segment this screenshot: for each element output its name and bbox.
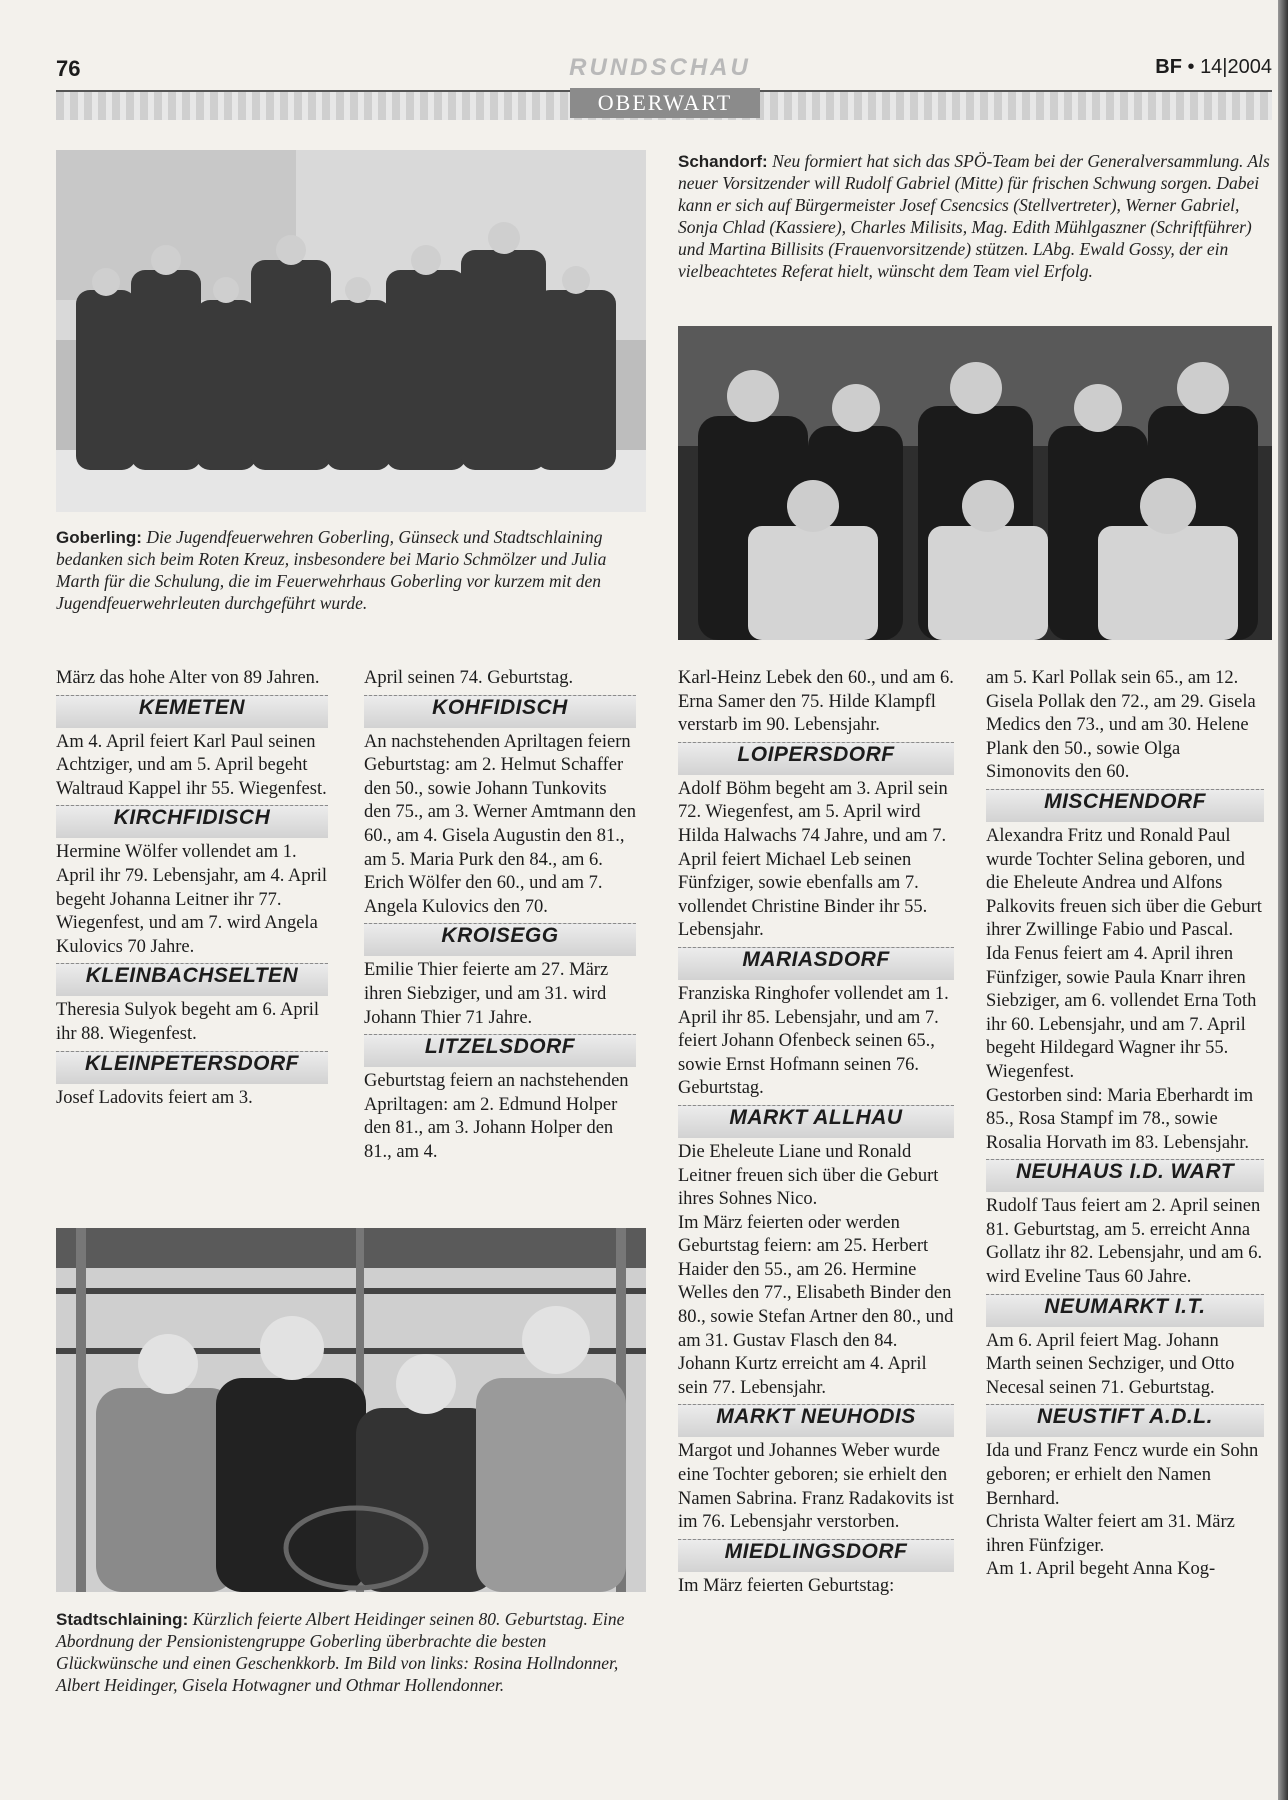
page-number: 76 [56,56,81,81]
text-neustift-3: Am 1. April begeht Anna Kog- [986,1559,1216,1580]
text-loipersdorf: Adolf Böhm begeht am 3. April sein 72. Wiegenfest, am 5. April wird Hilda Halwachs 74 Jahre, und am 7. April feiert Michael Leb seinen Fünfziger, sowie ebenfalls am 7. vollendet Christine Binder ihr 55. Lebensjahr. [678,778,948,941]
heading-neumarkt: NEUMARKT I.T. [986,1294,1264,1327]
heading-neustift: NEUSTIFT A.D.L. [986,1404,1264,1437]
caption-goberling-lead: Goberling: [56,528,142,547]
text-kirchfidisch: Hermine Wölfer vollendet am 1. April ihr 79. Lebensjahr, am 4. April begeht Johanna Leitner ihr 77. Wiegenfest, und am 7. wird Angela Kulovics 70 Jahre. [56,842,328,957]
heading-kleinpetersdorf: KLEINPETERSDORF [56,1051,328,1084]
text-mischendorf: Alexandra Fritz und Ronald Paul wurde Tochter Selina geboren, und die Eheleute Andrea und Alfons Palkovits freuen sich über die Geburt ihrer Zwillinge Fabio und Pascal. [986,825,1262,941]
heading-kroisegg: KROISEGG [364,923,636,956]
section-label: OBERWART [570,88,760,118]
column-3 [678,667,954,1598]
column-2-intro: April seinen 74. Geburtstag. [364,668,574,688]
issue-brand: BF [1155,56,1182,78]
text-neustift: Ida und Franz Fencz wurde ein Sohn geboren; er erhielt den Namen Bernhard. [986,1441,1259,1509]
text-markt-neuhodis: Margot und Johannes Weber wurde eine Tochter geboren; sie erhielt den Namen Sabrina. Franz Radakovits ist im 76. Lebensjahr verstorben. [678,1441,954,1533]
text-kroisegg: Emilie Thier feierte am 27. März ihren Siebziger, und am 31. wird Johann Thier 71 Jahre. [364,960,609,1028]
text-mischendorf-2: Ida Fenus feiert am 4. April ihren Fünfziger, sowie Paula Knarr ihren Siebziger, am 6. vollendet Erna Toth ihr 60. Lebensjahr, und am 7. April begeht Hildegard Wagner ihr 55. Wiegenfest. [986,943,1257,1082]
text-neuhaus: Rudolf Taus feiert am 2. April seinen 81. Geburtstag, am 5. erreicht Anna Gollatz ihr 82. Lebensjahr, und am 6. wird Eveline Taus 60 Jahre. [986,1196,1263,1288]
column-1 [56,667,328,1110]
caption-stadtschlaining-lead: Stadtschlaining: [56,1610,189,1629]
text-mischendorf-3: Gestorben sind: Maria Eberhardt im 85., Rosa Stampf im 78., sowie Rosalia Horvath im 83. Lebensjahr. [986,1085,1254,1153]
text-mariasdorf: Franziska Ringhofer vollendet am 1. April ihr 85. Lebensjahr, und am 7. feiert Johann Ofenbeck seinen 65., sowie Ernst Hofmann seinen 76. Geburtstag. [678,983,949,1099]
text-neumarkt: Am 6. April feiert Mag. Johann Marth seinen Sechziger, und Otto Necesal seinen 71. Geburtstag. [986,1330,1235,1398]
page-spine [1278,0,1288,1800]
photo-schandorf [678,326,1272,640]
caption-schandorf [678,150,1270,282]
heading-kirchfidisch: KIRCHFIDISCH [56,805,328,838]
text-miedlingsdorf: Im März feierten Geburtstag: [678,1575,895,1596]
issue-info [1155,56,1272,79]
caption-schandorf-text: Neu formiert hat sich das SPÖ-Team bei der Generalversammlung. Als neuer Vorsitzender will Rudolf Gabriel (Mitte) für frischen Schwung sorgen. Dabei kann er sich auf Bürgermeister Josef Csencsics (Stellvertreter), Werner Gabriel, Sonja Chlad (Kassiere), Charles Milisits, Mag. Edith Mühlgaszner (Schriftführer) und Martina Billisits (Frauenvorsitzende) stützen. LAbg. Ewald Gossy, der ein vielbeachtetes Referat hielt, wünscht dem Team viel Erfolg. [678,151,1270,281]
issue-separator: • [1187,56,1195,78]
text-markt-allhau-2: Im März feierten oder werden Geburtstag feiern: am 25. Herbert Haider den 55., am 26. Hermine Welles den 77., Elisabeth Binder den 80., sowie Stefan Artner den 80., und am 31. Gustav Flasch den 84. Johann Kurtz erreicht am 4. April sein 77. Lebensjahr. [678,1212,954,1398]
caption-goberling [56,526,648,614]
heading-mischendorf: MISCHENDORF [986,789,1264,822]
text-kohfidisch: An nachstehenden Apriltagen feiern Geburtstag: am 2. Helmut Schaffer den 50., sowie Johann Tunkovits den 75., am 3. Werner Amtmann den 60., am 4. Gisela Augustin den 81., am 5. Maria Purk den 84., am 6. Erich Wölfer den 60., und am 7. Angela Kulovics den 70. [364,731,637,917]
heading-markt-allhau: MARKT ALLHAU [678,1105,954,1138]
column-2 [364,667,636,1165]
heading-markt-neuhodis: MARKT NEUHODIS [678,1404,954,1437]
caption-schandorf-lead: Schandorf: [678,152,768,171]
heading-mariasdorf: MARIASDORF [678,947,954,980]
issue-number: 14|2004 [1200,56,1272,78]
column-4 [986,667,1264,1582]
caption-goberling-text: Die Jugendfeuerwehren Goberling, Günseck und Stadtschlaining bedanken sich beim Roten Kreuz, insbesondere bei Mario Schmölzer und Julia Marth für die Schulung, die im Feuerwehrhaus Goberling vor kurzem mit den Jugendfeuerwehrleuten durchgeführt wurde. [56,527,607,613]
text-litzelsdorf: Geburtstag feiern an nachstehenden Apriltagen: am 2. Edmund Holper den 81., am 3. Johann Holper den 81., am 4. [364,1071,629,1162]
text-kleinpetersdorf: Josef Ladovits feiert am 3. [56,1087,253,1108]
heading-neuhaus: NEUHAUS I.D. WART [986,1159,1264,1192]
heading-miedlingsdorf: MIEDLINGSDORF [678,1539,954,1572]
caption-stadtschlaining [56,1608,648,1696]
text-kleinbachselten: Theresia Sulyok begeht am 6. April ihr 88. Wiegenfest. [56,1000,320,1044]
text-markt-allhau: Die Eheleute Liane und Ronald Leitner freuen sich über die Geburt ihres Sohnes Nico. [678,1141,939,1210]
text-kemeten: Am 4. April feiert Karl Paul seinen Achtziger, und am 5. April begeht Waltraud Kappel ihr 55. Wiegenfest. [56,731,327,799]
heading-kleinbachselten: KLEINBACHSELTEN [56,963,328,996]
column-3-intro: Karl-Heinz Lebek den 60., und am 6. Erna Samer den 75. Hilde Klampfl verstarb im 90. Lebensjahr. [678,668,954,736]
photo-stadtschlaining [56,1228,646,1592]
heading-kohfidisch: KOHFIDISCH [364,695,636,728]
column-4-intro: am 5. Karl Pollak sein 65., am 12. Gisela Pollak den 72., am 29. Gisela Medics den 73., und am 30. Helene Plank den 50., sowie Olga Simonovits den 60. [986,668,1256,783]
heading-litzelsdorf: LITZELSDORF [364,1034,636,1067]
heading-loipersdorf: LOIPERSDORF [678,742,954,775]
masthead: RUNDSCHAU [569,54,751,81]
heading-kemeten: KEMETEN [56,695,328,728]
caption-stadtschlaining-text: Kürzlich feierte Albert Heidinger seinen 80. Geburtstag. Eine Abordnung der Pensionistengruppe Goberling überbrachte die besten Glückwünsche und einen Geschenkkorb. Im Bild von links: Rosina Hollndonner, Albert Heidinger, Gisela Hotwagner und Othmar Hollendonner. [56,1609,625,1695]
photo-goberling [56,150,646,512]
text-neustift-2: Christa Walter feiert am 31. März ihren Fünfziger. [986,1512,1235,1556]
column-1-intro: März das hohe Alter von 89 Jahren. [56,668,320,688]
